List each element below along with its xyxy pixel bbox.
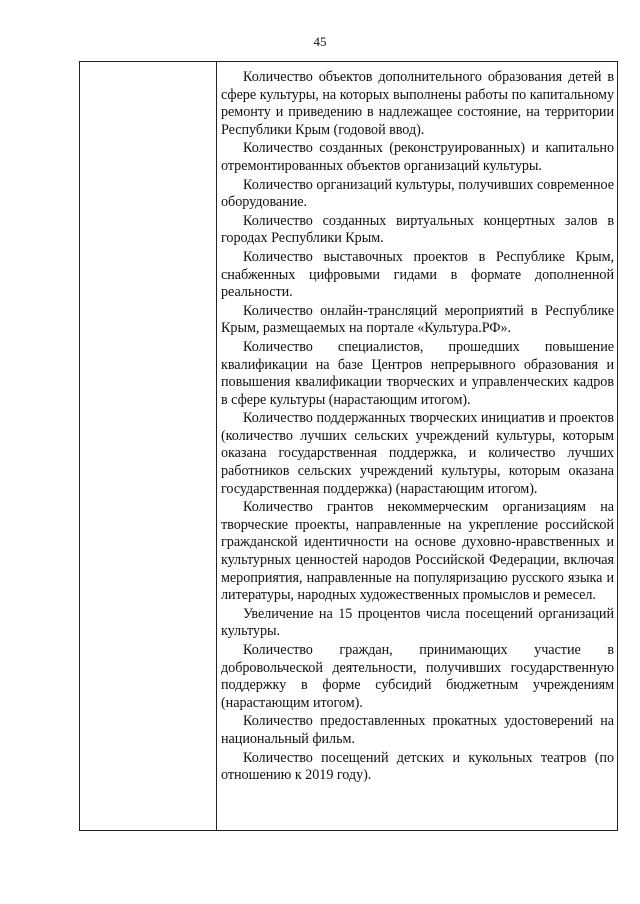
indicator-paragraph: Количество созданных (реконструированных) и капитально отремонтированных объектов организаций культуры. [221,140,614,174]
indicator-paragraph: Количество созданных виртуальных концертных залов в городах Республики Крым. [221,212,614,247]
indicator-paragraph: Увеличение на 15 процентов числа посещений организаций культуры. [221,605,614,640]
table-right-cell [221,69,614,786]
indicator-paragraph: Количество грантов некоммерческим организациям на творческие проекты, направленные на укрепление российской гражданской идентичности на основе духовно-нравственных и культурных ценностей народов Российской Федерации, включая мероприятия, направленные на популяризацию русского языка и литературы, народных художественных промыслов и ремесел. [221,499,614,604]
indicator-paragraph: Количество организаций культуры, получивших современное оборудование. [221,176,614,211]
column-divider [216,62,217,830]
indicator-paragraph: Количество специалистов, прошедших повышение квалификации на базе Центров непрерывного образования и повышения квалификации творческих и управленческих кадров в сфере культуры (нарастающим итогом). [221,338,614,408]
indicators-table [79,61,618,831]
indicator-paragraph: Количество онлайн-трансляций мероприятий в Республике Крым, размещаемых на портале «Культура.РФ». [221,302,614,337]
page-number: 45 [313,34,327,49]
indicator-paragraph: Количество предоставленных прокатных удостоверений на национальный фильм. [221,713,614,747]
indicator-paragraph: Количество посещений детских и кукольных театров (по отношению к 2019 году). [221,749,614,784]
indicator-paragraph: Количество объектов дополнительного образования детей в сфере культуры, на которых выполнены работы по капитальному ремонту и приведению в надлежащее состояние, на территории Республики Крым (годовой ввод). [221,69,614,138]
table-left-cell [80,62,216,830]
indicator-paragraph: Количество поддержанных творческих инициатив и проектов (количество лучших сельских учреждений культуры, которым оказана государственная поддержка, и количество лучших работников сельских учреждений культуры, которым оказана государственная поддержка) (нарастающим итогом). [221,410,614,497]
indicator-paragraph: Количество граждан, принимающих участие в добровольческой деятельности, получивших государственную поддержку в форме субсидий бюджетным учреждениям (нарастающим итогом). [221,642,614,711]
indicator-paragraph: Количество выставочных проектов в Республике Крым, снабженных цифровыми гидами в формате дополненной реальности. [221,248,614,301]
